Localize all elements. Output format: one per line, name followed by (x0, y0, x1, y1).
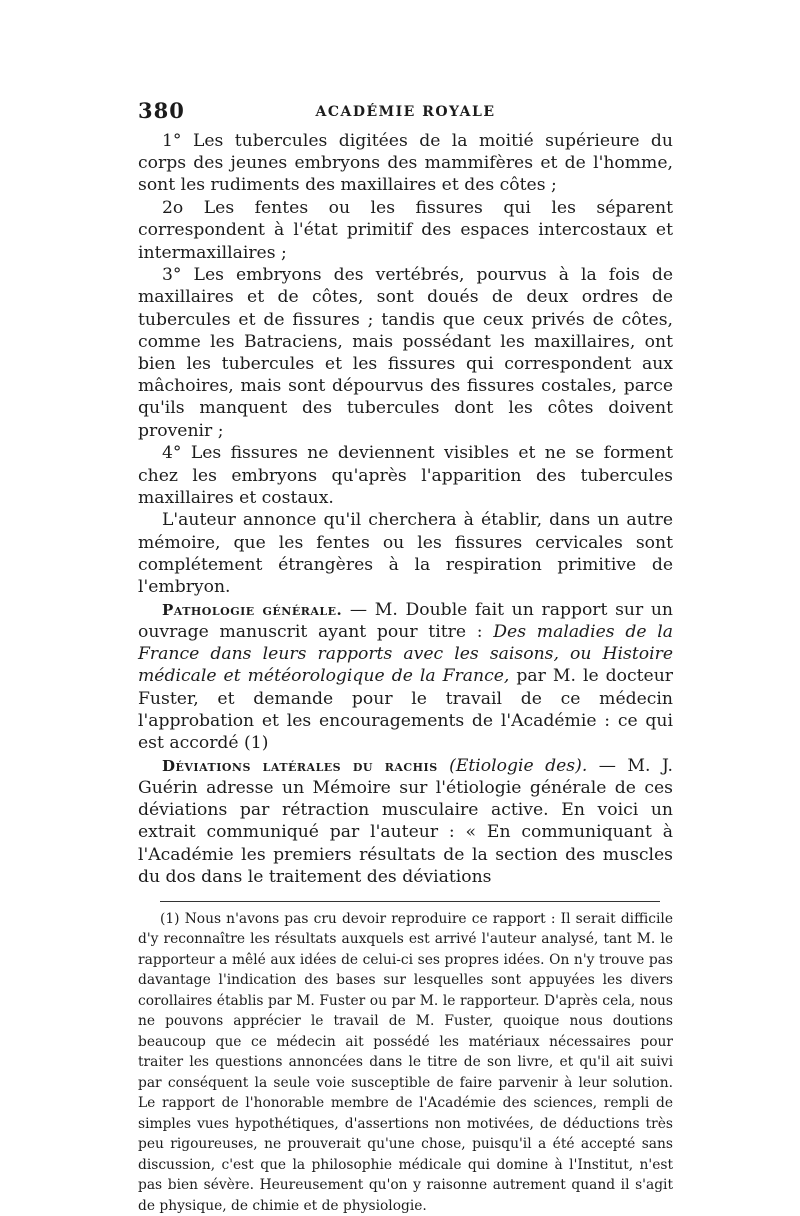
running-title: ACADÉMIE ROYALE (315, 104, 496, 120)
paragraph-2: 2o Les fentes ou les fissures qui les séparent correspondent à l'état primitif des espaces intercostaux et intermaxillaires ; (138, 198, 673, 263)
deviations-text: — M. J. Guérin adresse un Mémoire sur l'étiologie générale de ces déviations par rétraction musculaire active. En voici un extrait communiqué par l'auteur : « En communiquant à l'Académie les premiers résultats de la section des muscles du dos dans le traitement des déviations (138, 755, 673, 887)
book-title: Des maladies de la France dans leurs rapports avec les saisons, ou Histoire médicale et météorologique de la France, (138, 621, 673, 687)
section-heading-pathologie: Pathologie générale. (162, 600, 343, 619)
footnote-divider (160, 901, 660, 902)
deviations-subtitle: (Etiologie des). (449, 755, 588, 776)
paragraph-5: L'auteur annonce qu'il cherchera à établir, dans un autre mémoire, que les fentes ou les fissures cervicales sont complétement étrangères à la respiration primitive de l'embryon. (138, 510, 673, 598)
section-heading-deviations: Déviations latérales du rachis (162, 756, 438, 775)
paragraph-pathologie (138, 599, 673, 754)
paragraph-3: 3° Les embryons des vertébrés, pourvus à la fois de maxillaires et de côtes, sont doués de deux ordres de tubercules et de fissures ; tandis que ceux privés de côtes, comme les Batraciens, mais possédant les maxillaires, ont bien les tubercules et les fissures qui correspondent aux mâchoires, mais sont dépourvus des fissures costales, parce qu'ils manquent des tubercules dont les côtes doivent provenir ; (138, 265, 673, 441)
main-text (138, 130, 673, 888)
running-head (138, 96, 673, 130)
page-number: 380 (138, 98, 185, 123)
pathologie-text-b: par M. le docteur Fuster, et demande pour le travail de ce médecin l'approbation et les encouragements de l'Académie : ce qui est accordé (1) (138, 666, 674, 753)
paragraph-4: 4° Les fissures ne deviennent visibles et ne se forment chez les embryons qu'après l'apparition des tubercules maxillaires et costaux. (138, 443, 673, 508)
pathologie-text-a: — M. Double fait un rapport sur un ouvrage manuscrit ayant pour titre : (138, 599, 673, 642)
paragraph-1: 1° Les tubercules digitées de la moitié supérieure du corps des jeunes embryons des mammifères et de l'homme, sont les rudiments des maxillaires et des côtes ; (138, 131, 673, 196)
footnotes (138, 909, 673, 1216)
book-page (138, 96, 673, 1216)
footnote-1: (1) Nous n'avons pas cru devoir reproduire ce rapport : Il serait difficile d'y reconnaître les résultats auxquels est arrivé l'auteur analysé, tant M. le rapporteur a mêlé aux idées de celui-ci ses propres idées. On n'y trouve pas davantage l'indication des bases sur lesquelles sont appuyées les divers corollaires établis par M. Fuster ou par M. le rapporteur. D'après cela, nous ne pouvons apprécier le travail de M. Fuster, quoique nous doutions beaucoup que ce médecin ait possédé les matériaux nécessaires pour traiter les questions annoncées dans le titre de son livre, et qu'il ait suivi par conséquent la seule voie susceptible de faire parvenir à leur solution. Le rapport de l'honorable membre de l'Académie des sciences, rempli de simples vues hypothétiques, d'assertions non motivées, de déductions très peu rigoureuses, ne prouverait qu'une chose, puisqu'il a été accepté sans discussion, c'est que la philosophie médicale qui domine à l'Institut, n'est pas bien sévère. Heureusement qu'on y raisonne autrement quand il s'agit de physique, de chimie et de physiologie. (138, 910, 673, 1214)
paragraph-deviations (138, 755, 673, 888)
